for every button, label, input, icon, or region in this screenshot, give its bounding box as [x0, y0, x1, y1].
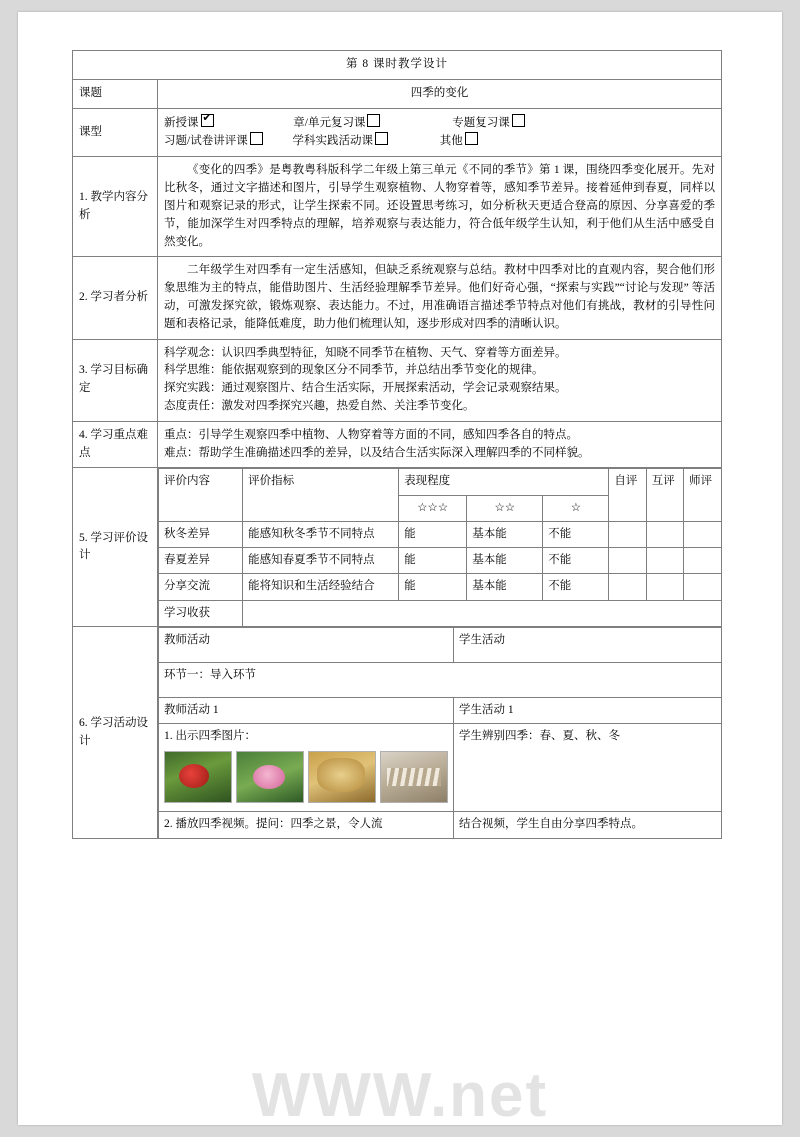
- focus-value: [158, 421, 722, 468]
- teacher-step-1: 1. 出示四季图片：: [164, 730, 256, 743]
- watermark: WWW.net: [251, 1061, 549, 1125]
- eval-level-1: 能: [399, 548, 467, 574]
- evaluation-label: 5. 学习评价设计: [73, 468, 158, 627]
- eval-indicator: 能感知春夏季节不同特点: [243, 548, 399, 574]
- eval-content: 分享交流: [159, 574, 243, 600]
- goals-label: 3. 学习目标确定: [73, 339, 158, 421]
- option-new-lesson[interactable]: [164, 114, 214, 133]
- goals-value: [158, 339, 722, 421]
- eval-stars-3: ☆☆☆: [399, 495, 467, 521]
- table-row: [159, 521, 722, 547]
- topic-value: 四季的变化: [158, 79, 722, 108]
- course-type-label: 课型: [73, 108, 158, 157]
- activity-section-title: 环节一：导入环节: [159, 662, 722, 697]
- activity-body-row: [159, 724, 722, 812]
- eval-th-performance: 表现程度: [399, 469, 609, 495]
- winter-snow-photo: [380, 751, 448, 803]
- eval-teacher-cell[interactable]: [684, 521, 721, 547]
- activity-col-teacher: 教师活动: [159, 627, 454, 662]
- course-type-line-1: [164, 114, 715, 133]
- activity-header-row: [159, 627, 722, 662]
- content-analysis-row: [73, 157, 722, 257]
- evaluation-header-row: [159, 469, 722, 495]
- autumn-leaves-photo: [308, 751, 376, 803]
- course-type-line-2: [164, 132, 715, 151]
- eval-level-2: 基本能: [467, 548, 543, 574]
- eval-th-self: 自评: [609, 469, 646, 522]
- option-other-label: 其他: [439, 135, 463, 148]
- checkbox-exercise-review[interactable]: [250, 132, 263, 145]
- spring-flower-photo: [164, 751, 232, 803]
- learner-analysis-text: 二年级学生对四季有一定生活感知，但缺乏系统观察与总结。教材中四季对比的直观内容，契合他们形象思维为主的特点，能借助图片、生活经验理解季节差异。他们好奇心强，“探索与实践”“讨论与发现” 等活动，可激发探究欲，锻炼观察、表达能力。不过，用准确语言描述季节特点对他们有挑战，教材的引导性问题和表格记录，能降低难度，助力他们梳理认知，逐步形成对四季的清晰认识。: [164, 264, 715, 330]
- option-other[interactable]: [440, 132, 478, 151]
- content-analysis-text: 《变化的四季》是粤教粤科版科学二年级上第三单元《不同的季节》第 1 课，围绕四季变化展开。先对比秋冬，通过文字描述和图片，引导学生观察植物、人物穿着等，感知季节差异。接着延伸到春夏，同样以图片和观察记录的形式，让学生探索不同。还设置思考练习，如分析秋天更适合登高的原因、分享喜爱的季节，能加深学生对四季特点的理解，培养观察与表达能力，符合低年级学生认知，利于他们从生活中感受自然变化。: [164, 164, 715, 248]
- evaluation-row: [73, 468, 722, 627]
- eval-th-indicator: 评价指标: [243, 469, 399, 522]
- learner-analysis-label: 2. 学习者分析: [73, 257, 158, 339]
- focus-row: [73, 421, 722, 468]
- option-new-lesson-label: 新授课: [164, 116, 199, 129]
- student-activity-title: 学生活动 1: [454, 697, 722, 723]
- eval-indicator: 能将知识和生活经验结合: [243, 574, 399, 600]
- option-practice-activity-label: 学科实践活动课: [292, 135, 373, 148]
- season-image-strip: [164, 751, 448, 803]
- activity-col-student: 学生活动: [454, 627, 722, 662]
- content-analysis-value: [158, 157, 722, 257]
- student-step-1: 学生辨别四季：春、夏、秋、冬: [459, 730, 620, 743]
- table-row: [159, 574, 722, 600]
- eval-level-2: 基本能: [467, 574, 543, 600]
- eval-teacher-cell[interactable]: [684, 574, 721, 600]
- option-unit-review[interactable]: [293, 114, 380, 133]
- checkbox-topic-review[interactable]: [512, 114, 525, 127]
- student-step-2: 结合视频，学生自由分享四季特点。: [454, 812, 722, 838]
- eval-level-3: 不能: [543, 548, 609, 574]
- eval-harvest-label: 学习收获: [159, 600, 243, 626]
- eval-level-1: 能: [399, 521, 467, 547]
- teacher-step-2: 2. 播放四季视频。提问：四季之景，令人流: [159, 812, 454, 838]
- checkbox-new-lesson[interactable]: [201, 114, 214, 127]
- page-title: 第 8 课时教学设计: [73, 51, 722, 80]
- eval-stars-2: ☆☆: [467, 495, 543, 521]
- summer-lotus-photo: [236, 751, 304, 803]
- eval-self-cell[interactable]: [609, 548, 646, 574]
- lesson-plan-table: [72, 50, 722, 839]
- eval-self-cell[interactable]: [609, 521, 646, 547]
- option-topic-review-label: 专题复习课: [452, 116, 510, 129]
- course-type-row: [73, 108, 722, 157]
- eval-peer-cell[interactable]: [646, 521, 683, 547]
- eval-self-cell[interactable]: [609, 574, 646, 600]
- table-row: [159, 548, 722, 574]
- activity-design-value: [158, 627, 722, 839]
- eval-stars-1: ☆: [543, 495, 609, 521]
- checkbox-practice-activity[interactable]: [375, 132, 388, 145]
- student-activity-body: [454, 724, 722, 812]
- eval-level-3: 不能: [543, 521, 609, 547]
- goal-item: 探究实践：通过观察图片、结合生活实际，开展探索活动，学会记录观察结果。: [164, 382, 567, 395]
- table-row: [159, 600, 722, 626]
- activity-design-label: 6. 学习活动设计: [73, 627, 158, 839]
- option-topic-review[interactable]: [452, 114, 525, 133]
- goals-row: [73, 339, 722, 421]
- evaluation-value: [158, 468, 722, 627]
- goal-item: 科学思维：能依据观察到的现象区分不同季节，并总结出季节变化的规律。: [164, 364, 544, 377]
- checkbox-other[interactable]: [465, 132, 478, 145]
- eval-indicator: 能感知秋冬季节不同特点: [243, 521, 399, 547]
- eval-level-1: 能: [399, 574, 467, 600]
- focus-label: 4. 学习重点难点: [73, 421, 158, 468]
- option-unit-review-label: 章/单元复习课: [293, 116, 366, 129]
- eval-peer-cell[interactable]: [646, 574, 683, 600]
- eval-th-teacher: 师评: [684, 469, 721, 522]
- content-analysis-label: 1. 教学内容分析: [73, 157, 158, 257]
- goal-item: 态度责任：激发对四季探究兴趣，热爱自然、关注季节变化。: [164, 400, 475, 412]
- option-exercise-review[interactable]: [164, 132, 263, 151]
- activity-design-row: [73, 627, 722, 839]
- document-page: [18, 12, 782, 1125]
- eval-harvest-cell[interactable]: [243, 600, 721, 626]
- teacher-activity-title: 教师活动 1: [159, 697, 454, 723]
- eval-level-3: 不能: [543, 574, 609, 600]
- course-type-options: [158, 108, 722, 157]
- activity-body-row-2: [159, 812, 722, 838]
- activity-table: [158, 627, 722, 839]
- focus-difficulty: 难点：帮助学生准确描述四季的差异，以及结合生活实际深入理解四季的不同样貌。: [164, 446, 590, 459]
- eval-level-2: 基本能: [467, 521, 543, 547]
- title-row: [73, 51, 722, 80]
- eval-th-content: 评价内容: [159, 469, 243, 522]
- learner-analysis-value: [158, 257, 722, 339]
- evaluation-table: [158, 468, 722, 627]
- eval-peer-cell[interactable]: [646, 548, 683, 574]
- focus-key-point: 重点：引导学生观察四季中植物、人物穿着等方面的不同，感知四季各自的特点。: [164, 428, 578, 441]
- eval-content: 秋冬差异: [159, 521, 243, 547]
- goal-item: 科学观念：认识四季典型特征，知晓不同季节在植物、天气、穿着等方面差异。: [164, 346, 567, 359]
- eval-content: 春夏差异: [159, 548, 243, 574]
- topic-label: 课题: [73, 79, 158, 108]
- checkbox-unit-review[interactable]: [367, 114, 380, 127]
- eval-th-peer: 互评: [646, 469, 683, 522]
- option-exercise-review-label: 习题/试卷讲评课: [164, 135, 248, 148]
- learner-analysis-row: [73, 257, 722, 339]
- activity-section-row: [159, 662, 722, 697]
- option-practice-activity[interactable]: [292, 132, 388, 151]
- teacher-activity-body: [159, 724, 454, 812]
- eval-teacher-cell[interactable]: [684, 548, 721, 574]
- topic-row: [73, 79, 722, 108]
- activity-subtitle-row: [159, 697, 722, 723]
